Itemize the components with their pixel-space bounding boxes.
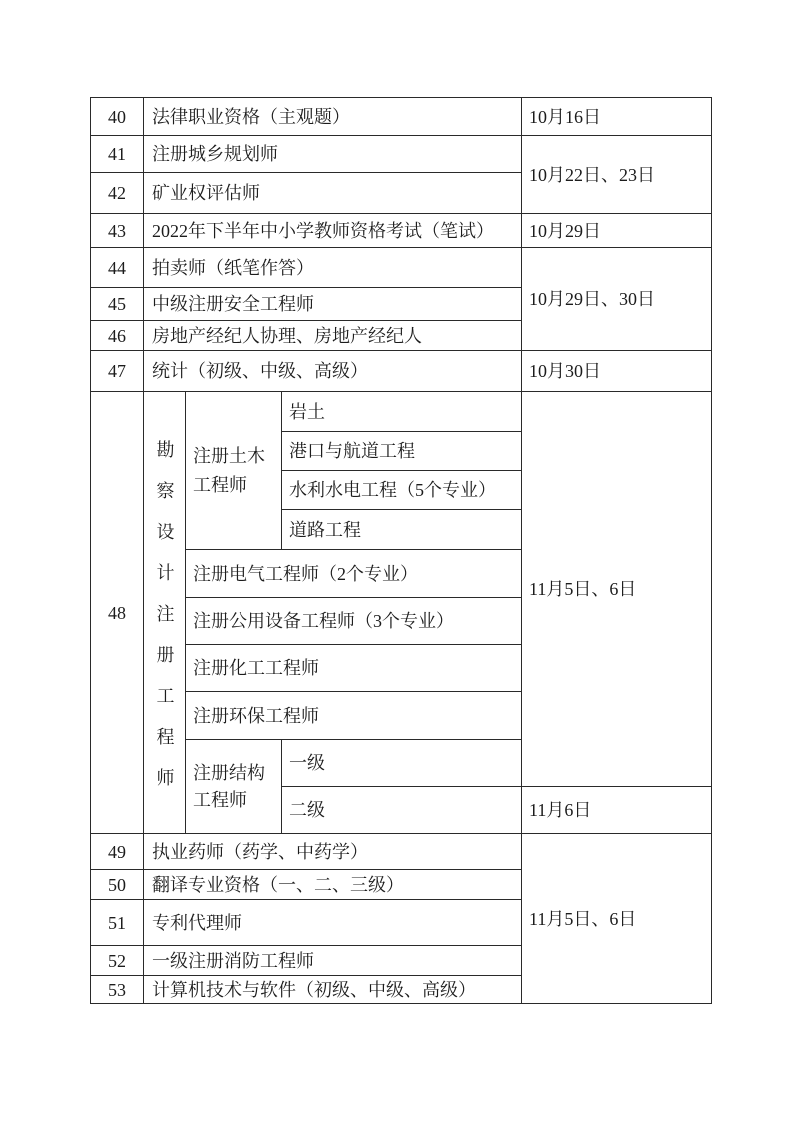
row-number-text: 51 bbox=[108, 912, 126, 933]
environmental-engineer-label: 注册环保工程师 bbox=[193, 705, 319, 726]
utility-engineer-label: 注册公用设备工程师（3个专业） bbox=[193, 611, 454, 631]
specialty-label: 港口与航道工程 bbox=[289, 441, 415, 461]
exam-date: 10月22日、23日 bbox=[529, 164, 655, 185]
exam-name-cell bbox=[143, 945, 522, 976]
exam-date: 11月5日、6日 bbox=[529, 579, 637, 599]
row-number-text: 43 bbox=[108, 220, 126, 241]
electrical-engineer-cell bbox=[185, 549, 522, 598]
exam-name: 专利代理师 bbox=[152, 912, 242, 933]
row-number bbox=[90, 869, 144, 900]
exam-name: 2022年下半年中小学教师资格考试（笔试） bbox=[152, 220, 494, 241]
civil-engineer-label: 注册土木工程师 bbox=[193, 445, 265, 495]
row-number-text: 50 bbox=[108, 874, 126, 895]
specialty-label: 岩土 bbox=[289, 401, 325, 422]
row-number bbox=[90, 97, 144, 136]
exam-name: 一级注册消防工程师 bbox=[152, 950, 314, 971]
exam-name: 统计（初级、中级、高级） bbox=[152, 361, 368, 381]
level-cell bbox=[281, 739, 522, 787]
exam-date-cell bbox=[521, 350, 712, 392]
row-number-text: 53 bbox=[108, 979, 126, 1000]
structural-engineer-cell bbox=[185, 739, 282, 834]
category-cell bbox=[143, 391, 186, 834]
exam-name-cell bbox=[143, 97, 522, 136]
specialty-cell bbox=[281, 509, 522, 550]
exam-name-cell bbox=[143, 869, 522, 900]
exam-date: 10月16日 bbox=[529, 106, 601, 127]
exam-name: 法律职业资格（主观题） bbox=[152, 106, 350, 127]
row-number bbox=[90, 320, 144, 351]
level-cell bbox=[281, 786, 522, 834]
exam-name-cell bbox=[143, 350, 522, 392]
row-number-text: 48 bbox=[108, 602, 126, 623]
row-number-text: 42 bbox=[108, 183, 126, 203]
row-number-text: 47 bbox=[108, 361, 126, 381]
exam-name-cell bbox=[143, 320, 522, 351]
exam-name: 房地产经纪人协理、房地产经纪人 bbox=[152, 325, 422, 346]
row-number-text: 45 bbox=[108, 294, 126, 314]
row-number bbox=[90, 287, 144, 321]
exam-name-cell bbox=[143, 899, 522, 946]
exam-date-cell bbox=[521, 97, 712, 136]
row-number-text: 49 bbox=[108, 841, 126, 862]
exam-name: 拍卖师（纸笔作答） bbox=[152, 257, 314, 278]
exam-date: 10月29日、30日 bbox=[529, 289, 655, 309]
exam-name: 矿业权评估师 bbox=[152, 183, 260, 203]
exam-name: 计算机技术与软件（初级、中级、高级） bbox=[152, 979, 476, 1000]
row-number-text: 52 bbox=[108, 950, 126, 971]
specialty-cell bbox=[281, 431, 522, 471]
exam-name: 中级注册安全工程师 bbox=[152, 294, 314, 314]
row-number bbox=[90, 350, 144, 392]
environmental-engineer-cell bbox=[185, 691, 522, 740]
row-number bbox=[90, 172, 144, 214]
row-number bbox=[90, 899, 144, 946]
exam-name-cell bbox=[143, 247, 522, 288]
row-number-text: 41 bbox=[108, 144, 126, 164]
exam-name-cell bbox=[143, 833, 522, 870]
exam-date-cell bbox=[521, 247, 712, 351]
electrical-engineer-label: 注册电气工程师（2个专业） bbox=[193, 563, 418, 584]
exam-name-cell bbox=[143, 172, 522, 214]
exam-name: 执业药师（药学、中药学） bbox=[152, 841, 368, 862]
exam-name: 注册城乡规划师 bbox=[152, 144, 278, 164]
specialty-cell bbox=[281, 470, 522, 510]
exam-date: 10月29日 bbox=[529, 220, 601, 241]
exam-name-cell bbox=[143, 287, 522, 321]
row-number bbox=[90, 247, 144, 288]
exam-date-cell bbox=[521, 391, 712, 787]
structural-engineer-label: 注册结构工程师 bbox=[193, 762, 265, 810]
civil-engineer-cell bbox=[185, 391, 282, 550]
row-number bbox=[90, 833, 144, 870]
chemical-engineer-label: 注册化工工程师 bbox=[193, 658, 319, 678]
row-number-text: 40 bbox=[108, 106, 126, 127]
row-number bbox=[90, 135, 144, 173]
level-label: 一级 bbox=[289, 753, 325, 773]
exam-date: 10月30日 bbox=[529, 361, 601, 381]
specialty-label: 水利水电工程（5个专业） bbox=[289, 480, 496, 500]
exam-date-cell bbox=[521, 213, 712, 248]
exam-date: 11月5日、6日 bbox=[529, 908, 637, 929]
row-number bbox=[90, 391, 144, 834]
row-number bbox=[90, 945, 144, 976]
exam-name-cell bbox=[143, 975, 522, 1004]
specialty-cell bbox=[281, 391, 522, 432]
category-label: 勘察设计注册工程师 bbox=[154, 439, 175, 809]
exam-date-cell bbox=[521, 135, 712, 214]
row-number bbox=[90, 213, 144, 248]
chemical-engineer-cell bbox=[185, 644, 522, 692]
level-label: 二级 bbox=[289, 800, 325, 820]
specialty-label: 道路工程 bbox=[289, 519, 361, 540]
exam-date: 11月6日 bbox=[529, 800, 592, 820]
row-number-text: 46 bbox=[108, 325, 126, 346]
exam-name-cell bbox=[143, 213, 522, 248]
exam-name: 翻译专业资格（一、二、三级） bbox=[152, 874, 404, 895]
row-number-text: 44 bbox=[108, 257, 126, 278]
utility-engineer-cell bbox=[185, 597, 522, 645]
exam-name-cell bbox=[143, 135, 522, 173]
exam-date-cell bbox=[521, 833, 712, 1004]
exam-date-cell bbox=[521, 786, 712, 834]
row-number bbox=[90, 975, 144, 1004]
